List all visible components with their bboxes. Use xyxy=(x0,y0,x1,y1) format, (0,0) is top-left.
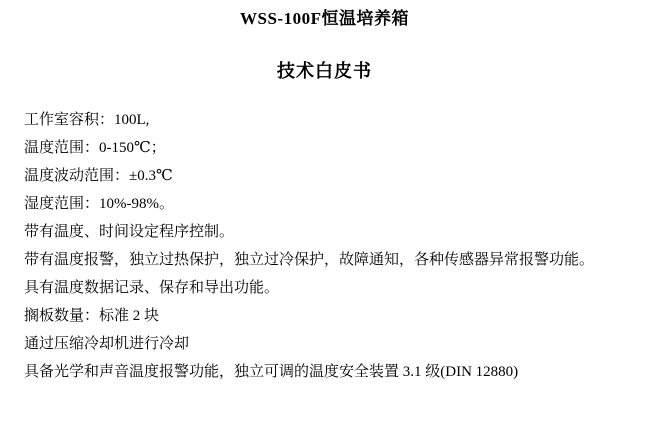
page-title: WSS-100F恒温培养箱 xyxy=(240,9,409,28)
body-line: 带有温度、时间设定程序控制。 xyxy=(24,223,235,240)
body-line: 温度范围：0-150℃； xyxy=(24,139,166,156)
body-line: 具备光学和声音温度报警功能，独立可调的温度安全装置 3.1 级(DIN 12880) xyxy=(24,363,519,380)
body-line: 具有温度数据记录、保存和导出功能。 xyxy=(24,279,280,296)
body-line: 搁板数量：标准 2 块 xyxy=(24,307,160,324)
document-body xyxy=(0,106,649,386)
body-line: 湿度范围：10%-98%。 xyxy=(24,195,174,212)
body-line: 工作室容积：100L, xyxy=(24,111,150,128)
body-line: 通过压缩冷却机进行冷却 xyxy=(24,335,190,352)
page-subtitle: 技术白皮书 xyxy=(277,60,372,81)
body-line: 温度波动范围：±0.3℃ xyxy=(24,167,173,184)
document-page xyxy=(0,7,649,426)
body-line: 带有温度报警，独立过热保护，独立过冷保护，故障通知，各种传感器异常报警功能。 xyxy=(24,251,595,268)
